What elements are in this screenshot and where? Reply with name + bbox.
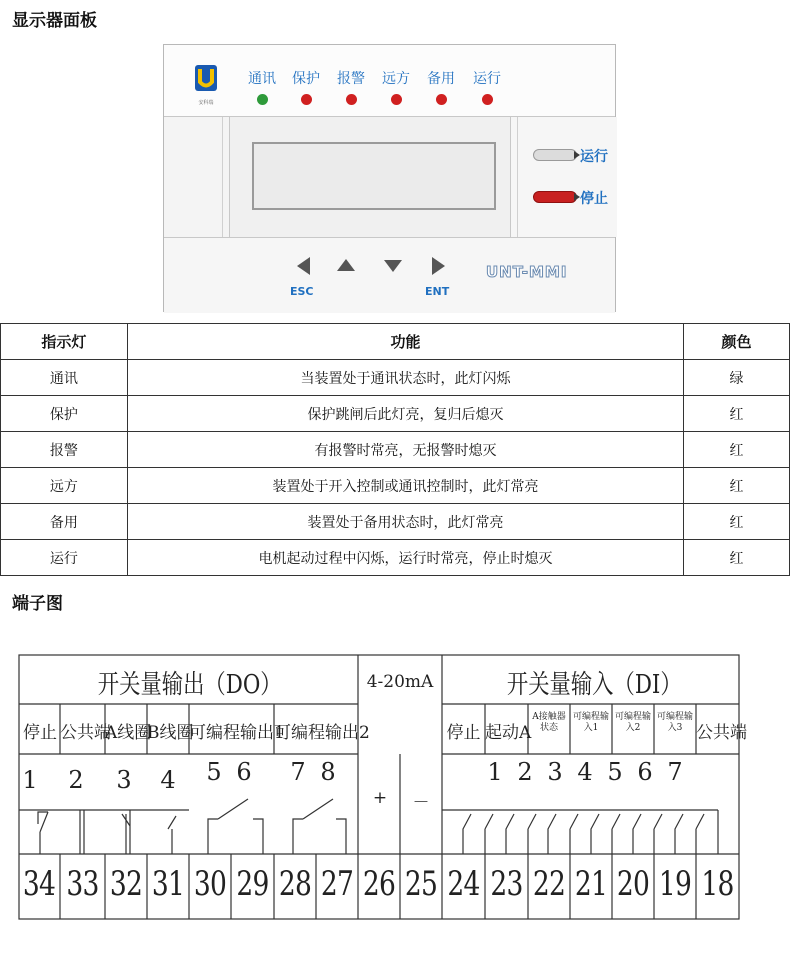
up-arrow-key-icon[interactable]: [337, 259, 355, 271]
di-number: 1: [487, 758, 503, 786]
pin-number: 18: [701, 864, 734, 904]
pin-number: 27: [320, 864, 354, 904]
table-row: [1, 432, 790, 468]
analog-title: 4-20mA: [366, 672, 434, 692]
di-channel-label: 起动A: [485, 723, 532, 743]
led-icon: [482, 94, 493, 105]
pin-number: 25: [404, 864, 438, 904]
led-icon: [391, 94, 402, 105]
do-channel-label: 可编程输出2: [274, 723, 370, 743]
di-channel-label: A接触器状态: [532, 712, 566, 733]
panel-middle: [164, 117, 615, 237]
pin-number: 33: [66, 864, 99, 904]
indicator-remote: [376, 68, 416, 105]
di-channel-label: 可编程输入1: [573, 712, 610, 733]
di-channel-label: 可编程输入3: [657, 712, 694, 733]
led-icon: [436, 94, 447, 105]
indicator-alarm: [331, 68, 371, 105]
table-row: [1, 540, 790, 576]
table-cell: 红: [684, 432, 790, 468]
table-header: 功能: [127, 324, 683, 360]
do-number: 8: [320, 758, 336, 786]
table-row: [1, 396, 790, 432]
indicator-table: [0, 323, 790, 576]
pin-number: 31: [151, 864, 185, 904]
pin-number: 30: [193, 864, 227, 904]
di-number: 2: [517, 758, 533, 786]
do-channel-label: 公共端: [60, 723, 111, 743]
run-button[interactable]: [533, 149, 577, 161]
table-cell: 绿: [684, 360, 790, 396]
table-cell: 红: [684, 396, 790, 432]
stop-button[interactable]: [533, 191, 577, 203]
indicator-protect: [286, 68, 326, 105]
keypad: [164, 237, 615, 313]
table-cell: 保护: [1, 396, 128, 432]
di-number: 5: [607, 758, 623, 786]
do-number: 7: [290, 758, 306, 786]
led-icon: [301, 94, 312, 105]
pin-number: 22: [532, 864, 566, 904]
analog-sign: +: [372, 788, 388, 808]
display-panel: [163, 44, 616, 312]
di-channel-label: 停止: [446, 723, 481, 743]
pin-number: 28: [278, 864, 312, 904]
esc-label: ESC: [290, 285, 314, 298]
left-arrow-key-icon[interactable]: [297, 257, 310, 275]
pin-number: 23: [490, 864, 523, 904]
table-header: 颜色: [684, 324, 790, 360]
table-row: [1, 504, 790, 540]
table-cell: 备用: [1, 504, 128, 540]
analog-sign: －: [412, 793, 430, 813]
indicator-label: 通讯: [248, 71, 276, 87]
terminal-diagram: [18, 654, 747, 920]
table-cell: 装置处于备用状态时，此灯常亮: [127, 504, 683, 540]
indicator-label: 保护: [292, 71, 320, 87]
run-button-label: 运行: [580, 149, 608, 165]
do-number: 5: [206, 758, 222, 786]
do-channel-label: A线圈: [105, 723, 152, 743]
indicator-standby: [421, 68, 461, 105]
terminal-section-title: 端子图: [12, 594, 63, 614]
panel-section-title: 显示器面板: [12, 11, 97, 31]
table-cell: 远方: [1, 468, 128, 504]
di-number: 7: [667, 758, 683, 786]
do-number: 6: [236, 758, 252, 786]
pin-number: 20: [616, 864, 650, 904]
do-number: 3: [116, 766, 132, 794]
di-number: 3: [547, 758, 563, 786]
do-title: 开关量输出（DO）: [97, 670, 282, 700]
do-number: 2: [68, 766, 84, 794]
pin-number: 21: [574, 864, 608, 904]
indicator-run: [467, 68, 507, 105]
table-cell: 红: [684, 540, 790, 576]
do-number: 4: [160, 766, 176, 794]
indicator-strip: [164, 45, 615, 117]
table-row: [1, 360, 790, 396]
stop-button-label: 停止: [580, 191, 608, 207]
pin-number: 26: [362, 864, 396, 904]
table-cell: 装置处于开入控制或通讯控制时，此灯常亮: [127, 468, 683, 504]
ent-label: ENT: [425, 285, 450, 298]
di-channel-label: 可编程输入2: [615, 712, 652, 733]
model-name: UNT-MMI: [486, 263, 568, 281]
table-cell: 当装置处于通讯状态时，此灯闪烁: [127, 360, 683, 396]
table-header: 指示灯: [1, 324, 128, 360]
do-number: 1: [22, 766, 38, 794]
table-cell: 报警: [1, 432, 128, 468]
table-cell: 通讯: [1, 360, 128, 396]
table-row: [1, 468, 790, 504]
di-channel-label: 公共端: [696, 723, 747, 743]
indicator-label: 备用: [427, 71, 455, 87]
right-arrow-key-icon[interactable]: [432, 257, 445, 275]
pin-number: 19: [658, 864, 692, 904]
led-icon: [346, 94, 357, 105]
indicator-label: 运行: [473, 71, 501, 87]
table-cell: 运行: [1, 540, 128, 576]
indicator-label: 远方: [382, 71, 410, 87]
do-channel-label: B线圈: [147, 723, 194, 743]
pin-number: 34: [22, 864, 56, 904]
table-cell: 有报警时常亮，无报警时熄灭: [127, 432, 683, 468]
table-cell: 红: [684, 468, 790, 504]
pin-number: 24: [447, 864, 480, 904]
pin-number: 32: [109, 864, 143, 904]
indicator-comm: [242, 68, 282, 105]
down-arrow-key-icon[interactable]: [384, 260, 402, 272]
do-channel-label: 停止: [23, 723, 57, 743]
lcd-screen: [252, 142, 496, 210]
table-cell: 红: [684, 504, 790, 540]
led-icon: [257, 94, 268, 105]
table-header-row: [1, 324, 790, 360]
do-channel-label: 可编程输出1: [189, 723, 285, 743]
pin-number: 29: [236, 864, 269, 904]
logo-icon: [193, 63, 219, 97]
indicator-label: 报警: [337, 71, 365, 87]
di-title: 开关量输入（DI）: [506, 670, 682, 700]
di-number: 6: [637, 758, 653, 786]
table-cell: 电机起动过程中闪烁，运行时常亮，停止时熄灭: [127, 540, 683, 576]
logo-text: 安科瑞: [198, 100, 214, 106]
table-cell: 保护跳闸后此灯亮，复归后熄灭: [127, 396, 683, 432]
di-number: 4: [577, 758, 593, 786]
